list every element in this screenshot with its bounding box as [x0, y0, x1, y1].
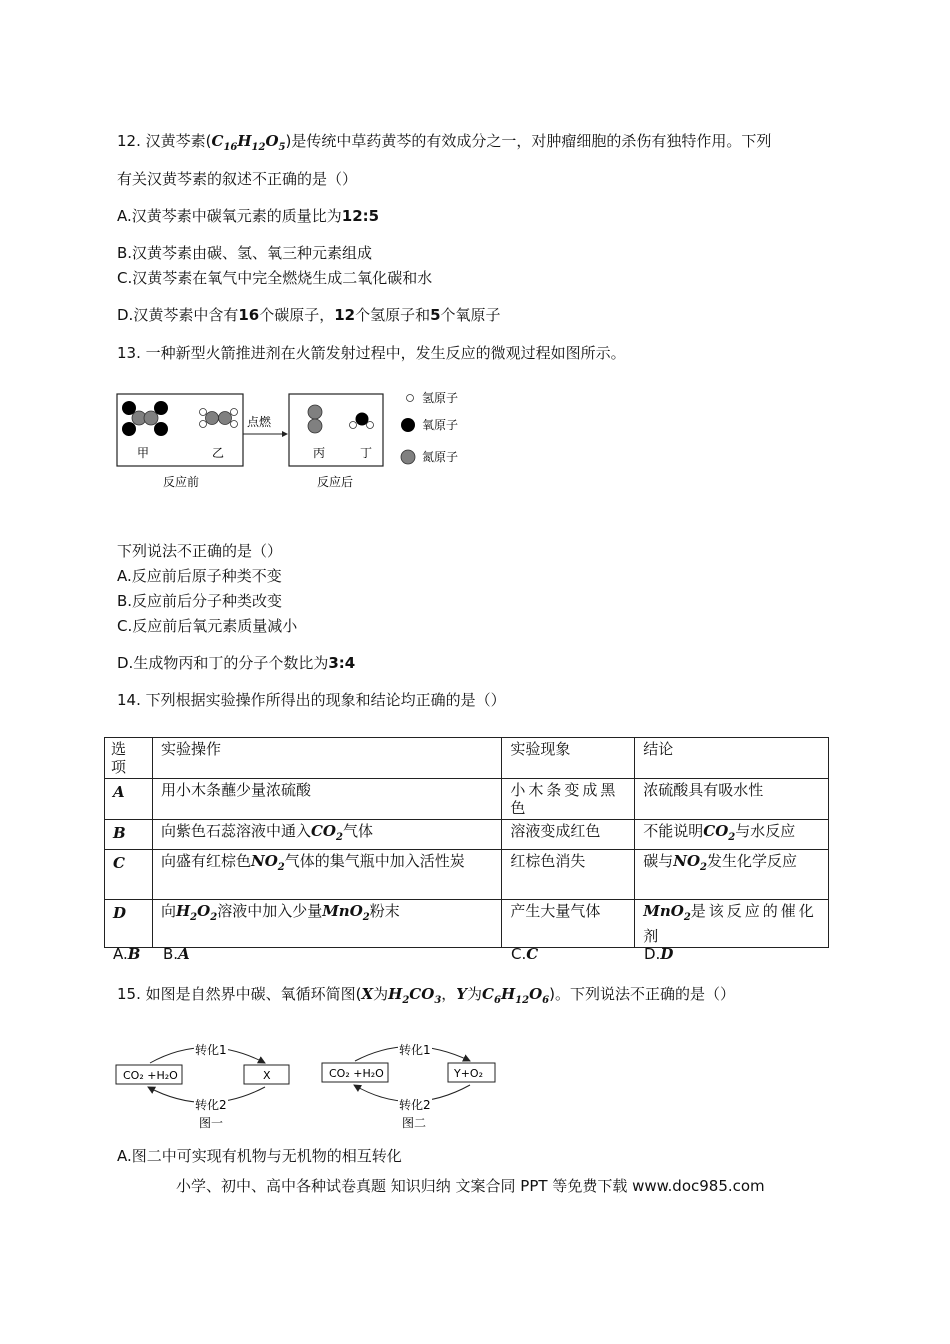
arrow-label: 点燃 — [247, 415, 272, 429]
q13-option-a: A.反应前后原子种类不变 — [117, 567, 282, 585]
svg-text:CO₂ +H₂O: CO₂ +H₂O — [329, 1067, 384, 1080]
q14-stem: 14. 下列根据实验操作所得出的现象和结论均正确的是（） — [117, 691, 506, 709]
q12-option-b: B.汉黄芩素由碳、氢、氧三种元素组成 — [117, 244, 373, 262]
q12-option-d: D.汉黄芩素中含有16个碳原子，12个氢原子和5个氧原子 — [117, 306, 501, 324]
q13-stem: 13. 一种新型火箭推进剂在火箭发射过程中，发生反应的微观过程如图所示。 — [117, 344, 626, 362]
svg-text:转化1: 转化1 — [195, 1043, 227, 1057]
nitrogen-legend-icon — [401, 450, 415, 464]
q14-answer-c: C.C — [511, 945, 539, 963]
svg-text:转化2: 转化2 — [399, 1098, 431, 1112]
h2co3-formula: $H_2CO_3$ — [388, 985, 442, 1006]
svg-text:图二: 图二 — [402, 1116, 427, 1130]
q15-stem: 15. 如图是自然界中碳、氧循环简图(X为$H_2CO_3$，Y为$C_6H_{12}O_6$)。下列说法不正确的是（） — [117, 985, 735, 1006]
svg-text:转化1: 转化1 — [399, 1043, 431, 1057]
label-jia: 甲 — [137, 446, 150, 460]
table-row: C 向盛有红棕色$NO_2$气体的集气瓶中加入活性炭 红棕色消失 碳与$NO_2$发生化学反应 — [105, 850, 829, 900]
label-ding: 丁 — [360, 446, 373, 460]
table-header-row: 选项 实验操作 实验现象 结论 — [105, 738, 829, 779]
c6h12o6-formula: $C_6H_{12}O_6$ — [482, 985, 550, 1006]
cycle-diagram-1 — [116, 1042, 289, 1130]
after-caption: 反应后 — [317, 475, 354, 489]
q12-option-a: A.汉黄芩素中碳氧元素的质量比为12:5 — [117, 207, 380, 225]
page-footer: 小学、初中、高中各种试卷真题 知识归纳 文案合同 PPT 等免费下载 www.doc985.com — [176, 1177, 765, 1195]
molecule-yi — [200, 409, 238, 428]
q13-option-c: C.反应前后氧元素质量减小 — [117, 617, 298, 635]
molecule-jia — [122, 401, 168, 436]
svg-text:氧原子: 氧原子 — [422, 418, 459, 432]
svg-text:氢原子: 氢原子 — [422, 391, 459, 405]
q13-prompt: 下列说法不正确的是（） — [117, 542, 283, 560]
svg-text:图一: 图一 — [199, 1116, 224, 1130]
experiment-table — [104, 737, 829, 948]
mno2-formula: MnO$_2$ — [322, 902, 370, 923]
reaction-diagram — [110, 385, 480, 495]
svg-text:CO₂ +H₂O: CO₂ +H₂O — [123, 1069, 178, 1082]
q12-option-c: C.汉黄芩素在氧气中完全燃烧生成二氧化碳和水 — [117, 269, 433, 287]
co2-formula: $CO_2$ — [703, 822, 736, 843]
q12-line1: 12. 汉黄芩素$(C_{16}H_{12}O_5)$是传统中草药黄芩的有效成分之一，对肿瘤细胞的杀伤有独特作用。下列 — [117, 132, 772, 153]
label-yi: 乙 — [212, 446, 225, 460]
svg-text:Y+O₂: Y+O₂ — [454, 1067, 484, 1080]
table-row: D 向$H_2O_2$溶液中加入少量MnO$_2$粉末 产生大量气体 MnO$_2$是该反应的催化剂 — [105, 900, 829, 948]
svg-text:X: X — [263, 1069, 271, 1082]
cycle-diagrams — [110, 1038, 510, 1134]
q14-answer-b: B.A — [163, 945, 190, 963]
co2-formula: $CO_2$ — [310, 822, 343, 843]
q14-answer-a: A.B — [113, 945, 141, 963]
cycle-diagram-2 — [322, 1042, 495, 1130]
q13-option-d: D.生成物丙和丁的分子个数比为3:4 — [117, 654, 356, 672]
no2-formula: $NO_2$ — [250, 852, 285, 873]
q12-formula: $C_{16}H_{12}O_5$ — [211, 132, 286, 153]
mno2-formula: MnO$_2$ — [643, 902, 691, 923]
svg-text:氮原子: 氮原子 — [422, 450, 459, 464]
q15-option-a: A.图二中可实现有机物与无机物的相互转化 — [117, 1147, 402, 1165]
q12-line2: 有关汉黄芩素的叙述不正确的是（） — [117, 170, 358, 188]
table-row: B 向紫色石蕊溶液中通入$CO_2$气体 溶液变成红色 不能说明$CO_2$与水反应 — [105, 820, 829, 850]
molecule-bing — [308, 405, 322, 433]
label-bing: 丙 — [313, 446, 326, 460]
oxygen-legend-icon — [401, 418, 415, 432]
h2o2-formula: $H_2O_2$ — [175, 902, 218, 923]
before-caption: 反应前 — [163, 475, 200, 489]
no2-formula: $NO_2$ — [673, 852, 707, 873]
svg-text:转化2: 转化2 — [195, 1098, 227, 1112]
hydrogen-legend-icon — [407, 395, 414, 402]
q14-answer-d: D.D — [644, 945, 674, 963]
molecule-ding — [350, 413, 374, 429]
q13-option-b: B.反应前后分子种类改变 — [117, 592, 283, 610]
table-row: A 用小木条蘸少量浓硫酸 小木条变成黑色 浓硫酸具有吸水性 — [105, 779, 829, 820]
